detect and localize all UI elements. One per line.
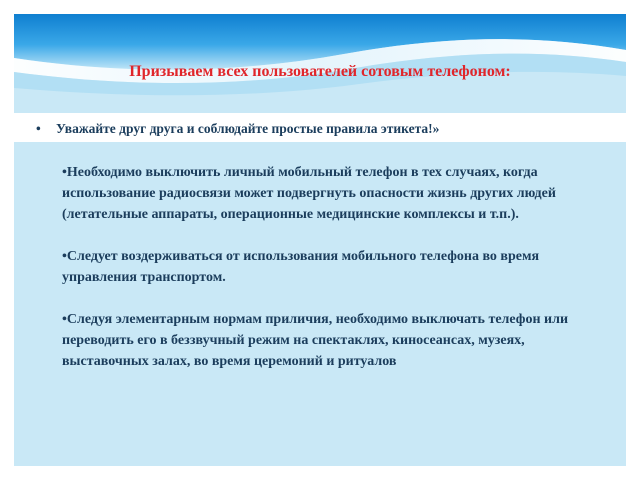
paragraph-driving: •Следует воздерживаться от использования мобильного телефона во время управления транспортом.: [62, 249, 540, 285]
first-bullet: [36, 120, 440, 138]
bullet-marker: •: [36, 121, 41, 136]
first-bullet-text: Уважайте друг друга и соблюдайте простые правила этикета!»: [56, 121, 440, 136]
body-text: [62, 162, 602, 393]
slide-frame: [14, 14, 626, 466]
paragraph-etiquette: •Следуя элементарным нормам приличия, необходимо выключать телефон или переводить его в беззвучный режим на спектаклях, киносеансах, музеях, выставочных залах, во время церемоний и ритуалов: [62, 312, 569, 369]
paragraph-aircraft: •Необходимо выключить личный мобильный телефон в тех случаях, когда использование радиосвязи может подвергнуть опасности жизнь других людей (летательные аппараты, операционные медицинские комплексы и т.п.).: [62, 165, 556, 222]
slide-title: Призываем всех пользователей сотовым телефоном:: [129, 63, 511, 80]
